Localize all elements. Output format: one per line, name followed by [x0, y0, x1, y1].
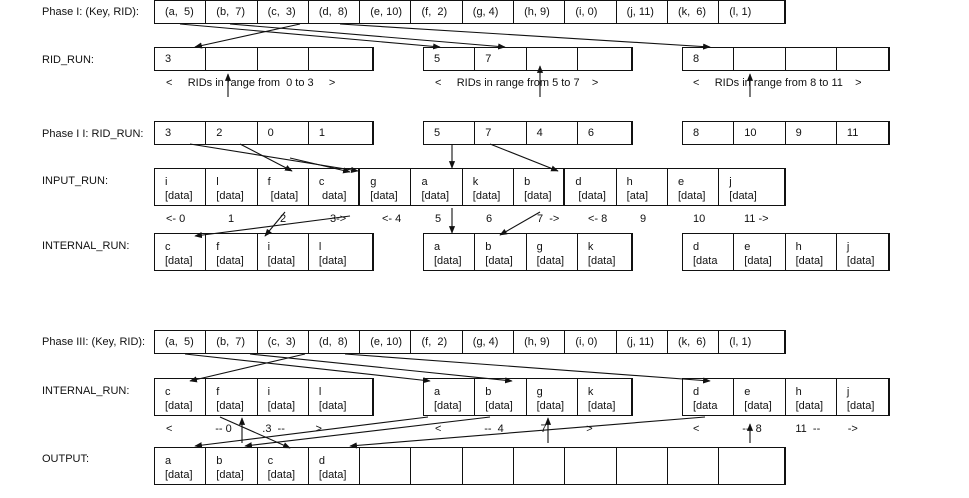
- input-cell: e [data]: [668, 169, 719, 205]
- index-label: 2: [280, 213, 287, 225]
- pair-cell: (c, 3): [258, 331, 309, 353]
- rid-cell: 10: [734, 122, 785, 144]
- rid-cell: 5: [424, 48, 475, 70]
- index-label: 11 ->: [744, 213, 769, 225]
- arrow: [250, 354, 512, 381]
- rid-cell: [206, 48, 257, 70]
- input-cell: a [data]: [411, 169, 462, 205]
- output-cell: b [data]: [206, 448, 257, 484]
- rid-cell: 9: [786, 122, 837, 144]
- phase2-rid-group-1: [154, 121, 374, 145]
- index-label: 5: [435, 213, 442, 225]
- internal-cell: b [data]: [475, 234, 526, 270]
- index-label: 10: [693, 213, 706, 225]
- pair-cell: (h, 9): [514, 331, 565, 353]
- output-cell: [565, 448, 616, 484]
- pair-cell: (f, 2): [411, 331, 462, 353]
- index-label: <- 0: [166, 213, 186, 225]
- arrow: [195, 24, 300, 47]
- internal-cell: a [data]: [424, 234, 475, 270]
- pair-cell: (d, 8): [309, 331, 360, 353]
- internal-cell: h [data]: [786, 379, 837, 415]
- rid-run-group-2: [423, 47, 633, 71]
- internal-cell: f [data]: [206, 234, 257, 270]
- rid-cell: [786, 48, 837, 70]
- input-cell: l [data]: [206, 169, 257, 205]
- pair-cell: (d, 8): [309, 1, 360, 23]
- pair-cell: (l, 1): [729, 336, 752, 348]
- rid-cell: 4: [527, 122, 578, 144]
- index-label: 9: [640, 213, 647, 225]
- rid-cell: [734, 48, 785, 70]
- range-label: < -- 8 11 -- ->: [693, 423, 858, 435]
- input-cell: i [data]: [155, 169, 206, 205]
- pair-cell: (l, 1): [729, 6, 752, 18]
- output-cell: c [data]: [258, 448, 309, 484]
- phase2-rid-group-2: [423, 121, 633, 145]
- arrow: [190, 354, 305, 381]
- rid-cell: 5: [424, 122, 475, 144]
- arrow: [340, 24, 710, 47]
- output-row: [154, 447, 786, 485]
- pair-cell: (g, 4): [463, 331, 514, 353]
- output-cell: [411, 448, 462, 484]
- internal-run-group-1: [154, 233, 374, 271]
- output-label: OUTPUT:: [42, 453, 90, 465]
- internal-cell: h [data]: [786, 234, 837, 270]
- internal-cell: l [data]: [318, 386, 347, 412]
- index-label: <- 8: [588, 213, 608, 225]
- arrow: [185, 354, 430, 381]
- range-label: < -- 0 .3 -- >: [166, 423, 322, 435]
- phase3-internal-group-3: [682, 378, 890, 416]
- rid-run-group-1: [154, 47, 374, 71]
- pair-cell: (e, 10): [360, 1, 411, 23]
- internal-cell: j [data]: [846, 386, 875, 412]
- pair-cell: (g, 4): [463, 1, 514, 23]
- internal-cell: g [data]: [527, 234, 578, 270]
- input-cell: d [data]: [565, 169, 616, 205]
- input-cell: k [data]: [463, 169, 514, 205]
- rid-cell: [837, 48, 888, 70]
- pair-cell: (k, 6): [668, 331, 719, 353]
- pair-cell: (f, 2): [411, 1, 462, 23]
- internal-cell: c [data]: [155, 379, 206, 415]
- internal-cell: d [data: [683, 234, 734, 270]
- internal-cell: e [data]: [734, 379, 785, 415]
- pair-cell: (c, 3): [258, 1, 309, 23]
- internal-run-group-3: [682, 233, 890, 271]
- input-cell: j [data]: [729, 176, 757, 202]
- phase3-pairs-row: [154, 330, 786, 354]
- phase3-label: Phase III: (Key, RID):: [42, 336, 146, 348]
- pair-cell: (a, 5): [155, 331, 206, 353]
- rid-cell: [258, 48, 309, 70]
- phase2-rid-group-3: [682, 121, 890, 145]
- output-cell: d [data]: [309, 448, 360, 484]
- internal-cell: l [data]: [318, 241, 347, 267]
- internal-cell: a [data]: [424, 379, 475, 415]
- arrow: [490, 144, 558, 171]
- pair-cell: (h, 9): [514, 1, 565, 23]
- internal-cell: i [data]: [258, 379, 309, 415]
- phase1-pairs-row: [154, 0, 786, 24]
- arrow: [240, 144, 292, 171]
- phase3-internal-label: INTERNAL_RUN:: [42, 385, 130, 397]
- rid-cell: 8: [683, 122, 734, 144]
- output-cell: [514, 448, 565, 484]
- index-label: 3->: [330, 213, 347, 225]
- output-cell: [719, 448, 770, 484]
- index-label: 6: [486, 213, 493, 225]
- output-cell: [463, 448, 514, 484]
- phase2-label: Phase I I: RID_RUN:: [42, 128, 144, 140]
- output-cell: [617, 448, 668, 484]
- rid-cell: 7: [475, 122, 526, 144]
- pair-cell: (j, 11): [617, 331, 668, 353]
- index-label: 7 ->: [537, 213, 560, 225]
- internal-cell: f [data]: [206, 379, 257, 415]
- output-cell: [668, 448, 719, 484]
- input-cell: b [data]: [514, 169, 565, 205]
- internal-cell: k [data]: [587, 386, 616, 412]
- pair-cell: (b, 7): [206, 331, 257, 353]
- arrow: [345, 354, 710, 381]
- internal-cell: k [data]: [587, 241, 616, 267]
- phase1-label: Phase I: (Key, RID):: [42, 6, 139, 18]
- rid-cell: 11: [846, 127, 859, 139]
- output-cell: a [data]: [155, 448, 206, 484]
- internal-cell: c [data]: [155, 234, 206, 270]
- phase3-internal-group-2: [423, 378, 633, 416]
- arrow: [190, 144, 358, 171]
- pair-cell: (i, 0): [565, 331, 616, 353]
- pair-cell: (b, 7): [206, 1, 257, 23]
- rid-cell: 3: [155, 122, 206, 144]
- rid-range-label: < RIDs in range from 8 to 11 >: [693, 77, 862, 89]
- internal-cell: g [data]: [527, 379, 578, 415]
- rid-cell: 1: [318, 127, 326, 139]
- input-cell: c data]: [309, 169, 360, 205]
- output-cell: [360, 448, 411, 484]
- rid-cell: 7: [475, 48, 526, 70]
- internal-cell: e [data]: [734, 234, 785, 270]
- input-run-row: [154, 168, 786, 206]
- pair-cell: (j, 11): [617, 1, 668, 23]
- rid-run-group-3: [682, 47, 890, 71]
- rid-cell: [527, 48, 578, 70]
- input-cell: h [ata]: [617, 169, 668, 205]
- rid-cell: 0: [258, 122, 309, 144]
- arrow: [180, 24, 440, 47]
- rid-run-label: RID_RUN:: [42, 54, 94, 66]
- arrow: [230, 24, 505, 47]
- internal-cell: d [data: [683, 379, 734, 415]
- internal-run-group-2: [423, 233, 633, 271]
- pair-cell: (k, 6): [668, 1, 719, 23]
- rid-cell: 3: [155, 48, 206, 70]
- index-label: <- 4: [382, 213, 402, 225]
- internal-cell: b [data]: [475, 379, 526, 415]
- pair-cell: (a, 5): [155, 1, 206, 23]
- rid-cell: [309, 48, 360, 70]
- internal-run-label: INTERNAL_RUN:: [42, 240, 130, 252]
- rid-range-label: < RIDs in range from 0 to 3 >: [166, 77, 336, 89]
- rid-range-label: < RIDs in range from 5 to 7 >: [435, 77, 599, 89]
- range-label: < -- 4 7 >: [435, 423, 593, 435]
- input-cell: g [data]: [360, 169, 411, 205]
- internal-cell: j [data]: [846, 241, 875, 267]
- rid-cell: 6: [587, 127, 595, 139]
- rid-cell: 8: [683, 48, 734, 70]
- input-cell: f [data]: [258, 169, 309, 205]
- index-label: 1: [228, 213, 235, 225]
- input-run-label: INPUT_RUN:: [42, 175, 109, 187]
- internal-cell: i [data]: [258, 234, 309, 270]
- rid-cell: 2: [206, 122, 257, 144]
- pair-cell: (e, 10): [360, 331, 411, 353]
- rid-cell: [578, 48, 629, 70]
- arrow: [500, 212, 540, 235]
- phase3-internal-group-1: [154, 378, 374, 416]
- pair-cell: (i, 0): [565, 1, 616, 23]
